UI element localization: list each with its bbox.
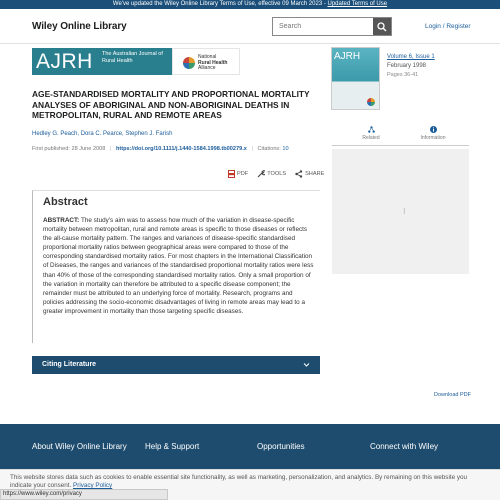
sidebar-panel-content bbox=[332, 149, 469, 274]
footer-help-heading: Help & Support bbox=[145, 442, 200, 451]
wrench-icon bbox=[257, 170, 265, 178]
cover-title: AJRH bbox=[334, 51, 361, 62]
site-header bbox=[0, 9, 500, 44]
download-pdf-link[interactable]: Download PDF bbox=[434, 392, 471, 398]
journal-banner[interactable] bbox=[32, 48, 172, 75]
tab-related-label: Related bbox=[362, 135, 380, 141]
cookie-text bbox=[10, 474, 488, 490]
abstract-section bbox=[32, 190, 320, 343]
article-title: AGE-STANDARDISED MORTALITY AND PROPORTIONAL MORTALITY ANALYSES OF ABORIGINAL AND NON-ABORIGINAL DEATHS IN METROPOLITAN, RURAL AND REMOTE AREAS bbox=[32, 89, 310, 120]
terms-notice-text: We've updated the Wiley Online Library Terms of Use, effective 09 March 2023 - bbox=[112, 1, 326, 7]
alliance-logo-icon bbox=[183, 57, 195, 69]
terms-notice-bar bbox=[0, 0, 500, 9]
issue-pages: Pages 36-41 bbox=[387, 72, 419, 78]
pdf-button[interactable] bbox=[228, 170, 248, 178]
status-bar-url: https://www.wiley.com/privacy bbox=[0, 489, 168, 500]
cover-logo-icon bbox=[367, 98, 375, 106]
doi-link[interactable]: https://doi.org/10.1111/j.1440-1584.1998.tb00279.x bbox=[115, 146, 247, 152]
tab-information[interactable] bbox=[403, 126, 463, 141]
citing-literature-label: Citing Literature bbox=[42, 361, 97, 368]
tab-information-label: Information bbox=[420, 135, 446, 141]
tab-related[interactable] bbox=[341, 126, 401, 141]
footer-about-heading: About Wiley Online Library bbox=[32, 442, 127, 451]
sidebar-tabs bbox=[332, 124, 469, 146]
issue-date: February 1998 bbox=[387, 63, 427, 69]
first-published-label: First published: bbox=[32, 146, 70, 152]
chevron-down-icon bbox=[303, 356, 310, 382]
login-register-link[interactable]: Login / Register bbox=[425, 23, 471, 30]
pdf-label: PDF bbox=[237, 171, 249, 177]
share-icon bbox=[295, 170, 303, 178]
partner-name: National Rural Health Alliance bbox=[198, 54, 228, 71]
terms-notice-link[interactable]: Updated Terms of Use bbox=[327, 1, 388, 7]
abstract-label: ABSTRACT: bbox=[43, 217, 80, 224]
search-icon bbox=[377, 22, 387, 32]
search-button[interactable] bbox=[373, 18, 391, 35]
citations-count[interactable]: 10 bbox=[282, 146, 289, 152]
author-list[interactable]: Hedley G. Peach, Dora C. Pearce, Stephen J. Farish bbox=[32, 131, 173, 137]
journal-full-name: The Australian Journal of Rural Health bbox=[102, 51, 163, 64]
privacy-policy-link[interactable]: Privacy Policy bbox=[73, 482, 113, 490]
abstract-text bbox=[43, 216, 315, 316]
share-button[interactable] bbox=[295, 170, 324, 178]
related-network-icon bbox=[368, 126, 375, 133]
abstract-heading: Abstract bbox=[43, 196, 88, 208]
journal-abbrev: AJRH bbox=[36, 50, 93, 73]
footer-opportunities-heading: Opportunities bbox=[257, 442, 305, 451]
info-icon bbox=[430, 126, 437, 133]
tools-button[interactable] bbox=[257, 170, 286, 178]
pdf-icon bbox=[228, 170, 235, 178]
share-label: SHARE bbox=[305, 171, 325, 177]
citing-literature-accordion[interactable] bbox=[32, 356, 320, 374]
search-box bbox=[272, 17, 392, 36]
search-input[interactable] bbox=[273, 18, 374, 35]
loading-spinner-icon: ⁝ bbox=[403, 207, 406, 216]
first-published-date: 28 June 2008 bbox=[71, 146, 106, 152]
site-logo[interactable]: Wiley Online Library bbox=[32, 21, 127, 32]
cookie-message: This website stores data such as cookies to enable essential site functionality, as well as marketing, personalization, and analytics. By remaining on this website you indicate your consent. bbox=[10, 474, 467, 490]
citations-label: Citations: bbox=[257, 146, 281, 152]
footer-connect-heading: Connect with Wiley bbox=[370, 442, 439, 451]
publication-info: First published: 28 June 2008 | https://doi.org/10.1111/j.1440-1584.1998.tb00279.x | Citations: 10 bbox=[32, 146, 289, 152]
journal-cover-image[interactable] bbox=[331, 47, 380, 110]
article-tools bbox=[228, 170, 324, 178]
issue-link[interactable]: Volume 6, Issue 1 bbox=[387, 54, 435, 60]
tools-label: TOOLS bbox=[267, 171, 287, 177]
partner-logo[interactable] bbox=[172, 48, 240, 75]
abstract-body: The study's aim was to assess how much of the variation in disease-specific mortality between metropolitan, rural and remote areas is specific to those diseases or reflects the all-cause mortality pattern. The ranges and variances of disease-specific standardised proportional mortality ratios between geographical areas were compared to those of the corresponding standardised mortality ratios. For most chapters in the International Classification of Diseases, the ranges and variances of the standardised proportional mortality ratios were less than 40% of those of the corresponding standardised mortality ratios. Only a small proportion of the variation in mortality can therefore be attributed to a specific disease component; the remainder must be attributed to an underlying force of mortality. Research, programs and policies addressing the socio-economic disadvantages of living in remote areas may lead to a greater improvement in mortality than those targeting specific diseases. bbox=[43, 217, 314, 315]
